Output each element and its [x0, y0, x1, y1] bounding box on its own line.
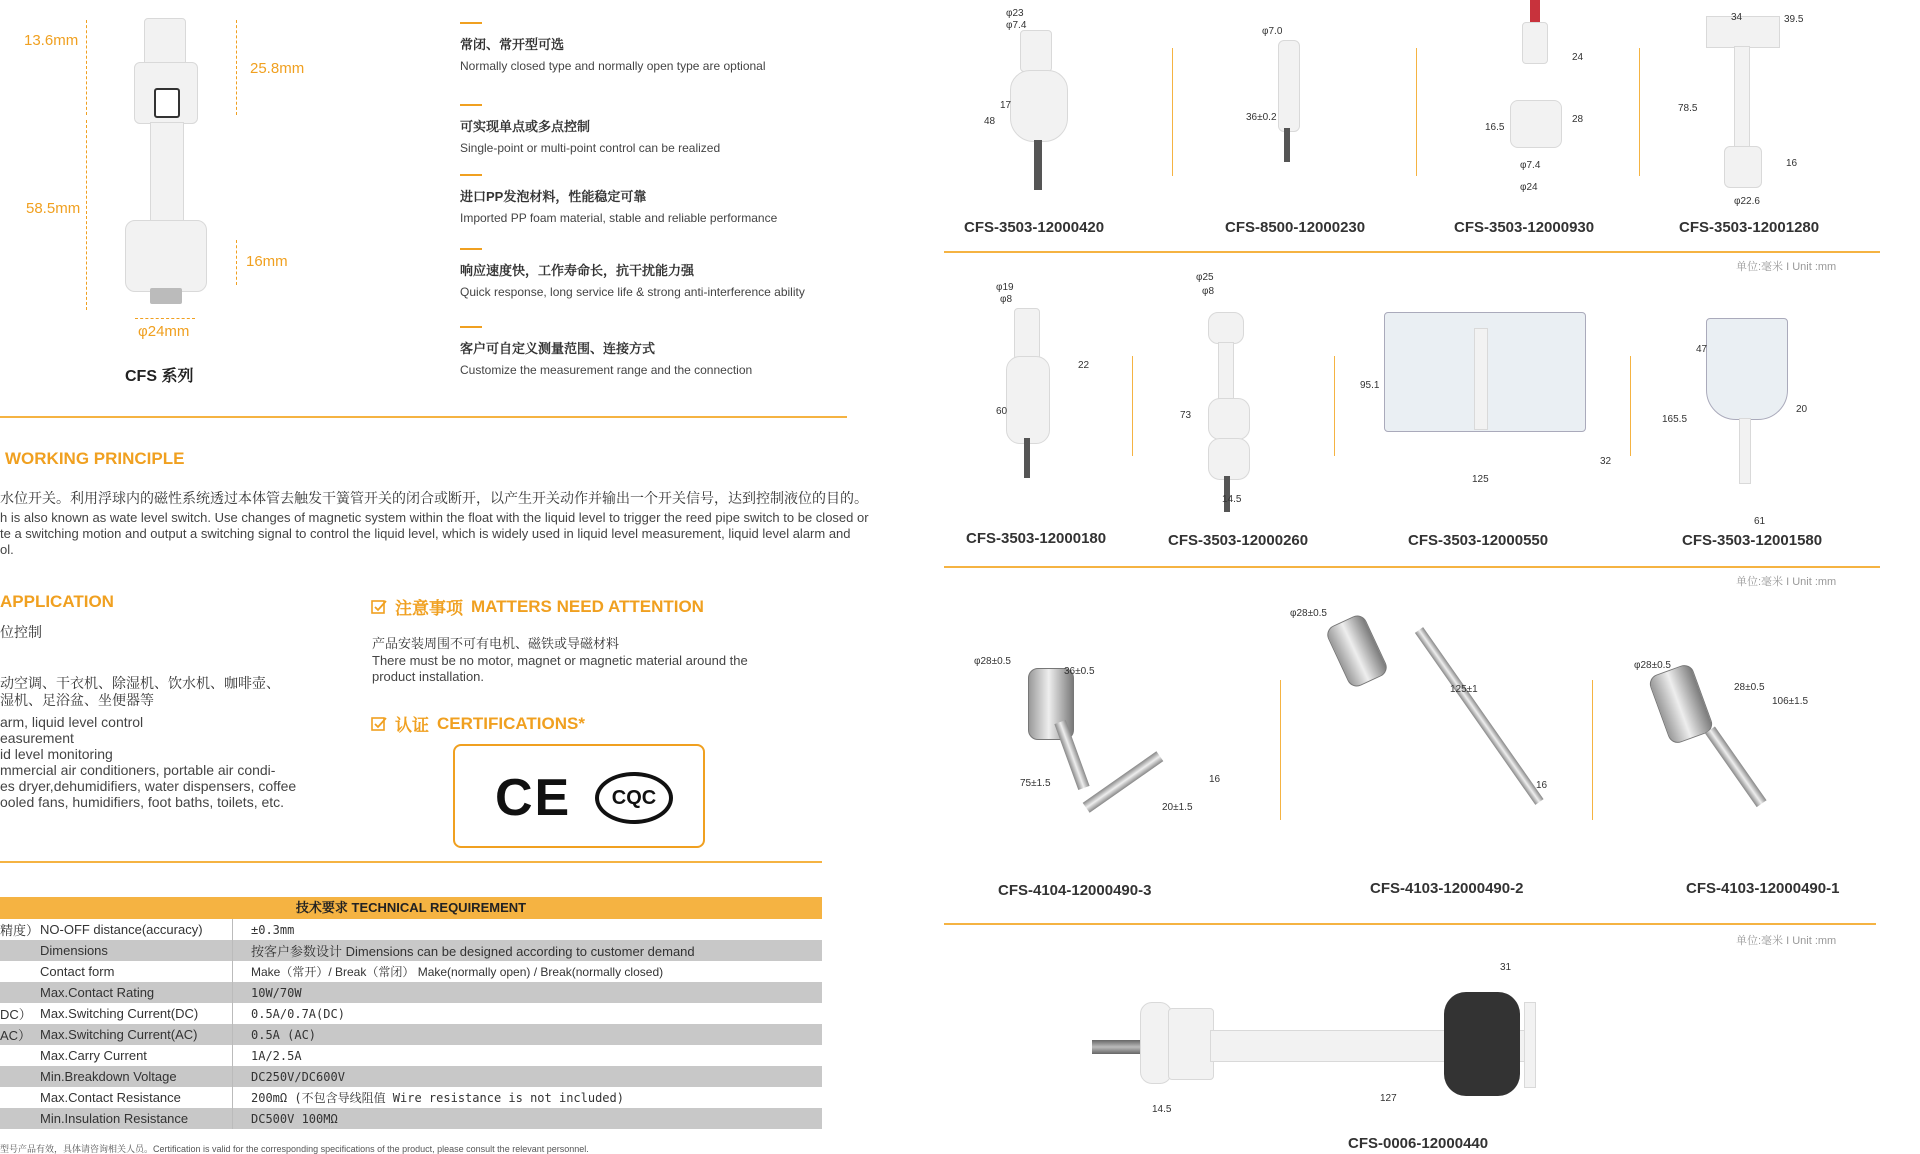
- product-nut: [150, 288, 182, 304]
- dim-line-left-top: [86, 20, 87, 115]
- product-wire: [1024, 438, 1030, 478]
- attention-en: [372, 653, 748, 685]
- dim-label: 75±1.5: [1020, 778, 1051, 789]
- unit-label: 单位:毫米 I Unit :mm: [1736, 576, 1837, 588]
- application-zh-line: 动空调、干衣机、除湿机、饮水机、咖啡壶、: [0, 675, 280, 691]
- product-wire: [1530, 0, 1540, 22]
- dim-line-diameter: [135, 318, 195, 319]
- tech-value: Make（常开）/ Break（常闭） Make(normally open) / Break(normally closed): [233, 961, 823, 982]
- product-float: [1208, 438, 1250, 480]
- dim-label: φ7.4: [1006, 20, 1027, 31]
- product-stem: [1218, 342, 1234, 404]
- product-image: [128, 18, 204, 123]
- table-row: [0, 1108, 822, 1129]
- dim-label: 106±1.5: [1772, 696, 1809, 707]
- application-en-line: ooled fans, humidifiers, foot baths, toilets, etc.: [0, 794, 285, 810]
- unit-label: 单位:毫米 I Unit :mm: [1736, 261, 1837, 273]
- feature-zh: 响应速度快，工作寿命长，抗干扰能力强: [460, 263, 695, 278]
- product-float: [1208, 312, 1244, 344]
- dim-label: 17: [1000, 100, 1012, 111]
- dim-stem: 58.5mm: [26, 200, 81, 217]
- dim-label: 127: [1380, 1093, 1397, 1104]
- series-label: CFS 系列: [125, 368, 194, 385]
- catalog-row-3: [944, 590, 1880, 910]
- part-number: CFS-3503-12000260: [1168, 532, 1309, 549]
- column-divider: [1280, 680, 1281, 820]
- application-zh: [0, 624, 280, 709]
- tech-name: Max.Contact Resistance: [40, 1090, 181, 1105]
- ce-mark: CE: [495, 769, 572, 827]
- dim-line-left-bottom: [86, 120, 87, 310]
- dim-label: 16.5: [1485, 122, 1505, 133]
- dim-label: φ28±0.5: [974, 656, 1011, 667]
- part-number: CFS-0006-12000440: [1348, 1135, 1489, 1152]
- feature-dash: [460, 326, 482, 328]
- dim-label: 36±0.5: [1064, 666, 1095, 677]
- catalog-row-4: [944, 950, 1880, 1154]
- tech-left: AC）: [0, 1028, 32, 1043]
- application-zh-line: 湿机、足浴盆、坐便器等: [0, 692, 154, 708]
- certifications-title-zh: 认证: [395, 716, 429, 735]
- dim-line-right-bottom: [236, 240, 237, 285]
- product-wire: [1034, 140, 1042, 190]
- application-zh-line: 位控制: [0, 624, 42, 640]
- tech-value: 1A/2.5A: [233, 1045, 823, 1066]
- working-principle-en: [0, 510, 869, 558]
- tech-name: Max.Switching Current(AC): [40, 1027, 198, 1042]
- tech-footnote: 型号产品有效，具体请咨询相关人员。Certification is valid for the corresponding specifications of the product, please consult the relevant personnel.: [0, 1144, 589, 1154]
- row-divider: [944, 923, 1876, 925]
- product-image: [1010, 70, 1068, 142]
- tech-value: 10W/70W: [233, 982, 823, 1003]
- product-image: [1524, 1002, 1536, 1088]
- tech-left: [0, 961, 40, 982]
- dim-label: 28±0.5: [1734, 682, 1765, 693]
- table-row: [0, 940, 822, 961]
- tech-name: Max.Contact Rating: [40, 985, 155, 1000]
- dim-label: 16: [1786, 158, 1798, 169]
- dim-label: 165.5: [1662, 414, 1688, 425]
- dim-label: 20±1.5: [1162, 802, 1193, 813]
- tech-value: DC500V 100MΩ: [233, 1108, 823, 1129]
- feature-item: [460, 104, 720, 155]
- tech-left: [0, 1087, 40, 1108]
- section-divider: [0, 861, 822, 863]
- feature-dash: [460, 174, 482, 176]
- part-number: CFS-4104-12000490-3: [998, 882, 1152, 899]
- feature-en: Customize the measurement range and the connection: [460, 363, 753, 377]
- feature-dash: [460, 22, 482, 24]
- product-image: [1522, 22, 1548, 64]
- product-stem: [1474, 328, 1488, 430]
- certifications-box: [453, 744, 705, 848]
- dim-label: 34: [1731, 12, 1743, 23]
- tech-left: [0, 1045, 40, 1066]
- dim-label: 95.1: [1360, 380, 1380, 391]
- part-number: CFS-3503-12000550: [1408, 532, 1549, 549]
- feature-item: [460, 174, 777, 225]
- certifications-header: [371, 711, 585, 736]
- dim-label: φ7.0: [1262, 26, 1283, 37]
- application-title: APPLICATION: [0, 592, 114, 611]
- tech-left: 精度）: [0, 923, 40, 938]
- product-stem: [1734, 46, 1750, 148]
- feature-item: [460, 248, 805, 299]
- table-row: [0, 1003, 822, 1024]
- attention-zh: 产品安装周围不可有电机、磁铁或导磁材料: [372, 636, 620, 651]
- dim-label: 20: [1796, 404, 1808, 415]
- product-stem: [150, 122, 184, 224]
- dim-label: 125: [1472, 474, 1489, 485]
- product-float: [1724, 146, 1762, 188]
- dim-float: 16mm: [246, 253, 288, 270]
- tech-value: 0.5A (AC): [233, 1024, 823, 1045]
- dim-label: φ28±0.5: [1290, 608, 1327, 619]
- dim-label: φ7.4: [1520, 160, 1541, 171]
- application-en-line: mmercial air conditioners, portable air condi-: [0, 762, 276, 778]
- table-row: [0, 961, 822, 982]
- dim-label: φ25: [1196, 272, 1214, 283]
- dim-label: 22: [1078, 360, 1090, 371]
- table-row: [0, 1024, 822, 1045]
- dim-label: 28: [1572, 114, 1584, 125]
- tech-left: [0, 940, 40, 961]
- dim-label: 36±0.2: [1246, 112, 1277, 123]
- column-divider: [1639, 48, 1640, 176]
- checkbox-icon: [371, 599, 387, 615]
- application-en-line: easurement: [0, 730, 74, 746]
- attention-en-line: product installation.: [372, 669, 485, 684]
- product-stem: [1739, 418, 1751, 484]
- working-principle-line: ol.: [0, 542, 14, 557]
- tech-name: Max.Switching Current(DC): [40, 1006, 199, 1021]
- tech-value: 200mΩ (不包含导线阻值 Wire resistance is not included): [233, 1087, 823, 1108]
- dim-label: φ8: [1202, 286, 1215, 297]
- tech-name: Contact form: [40, 964, 115, 979]
- part-number: CFS-3503-12001280: [1679, 219, 1820, 236]
- part-number: CFS-3503-12000180: [966, 530, 1107, 547]
- dim-label: φ8: [1000, 294, 1013, 305]
- feature-en: Normally closed type and normally open type are optional: [460, 59, 766, 73]
- tech-left: [0, 982, 40, 1003]
- checkbox-icon: [371, 716, 387, 732]
- part-number: CFS-4103-12000490-2: [1370, 880, 1524, 897]
- tech-left: DC）: [0, 1007, 32, 1022]
- tech-table-body: [0, 919, 822, 1129]
- dim-label: 125±1: [1450, 684, 1478, 695]
- feature-item: [460, 326, 752, 377]
- dim-label: 14.5: [1152, 1104, 1172, 1115]
- catalog-row-2: [944, 268, 1880, 568]
- column-divider: [1416, 48, 1417, 176]
- dim-label: 47: [1696, 344, 1708, 355]
- attention-en-line: There must be no motor, magnet or magnetic material around the: [372, 653, 748, 668]
- attention-title-zh: 注意事项: [395, 599, 463, 618]
- column-divider: [1592, 680, 1593, 820]
- tech-value: 按客户参数设计 Dimensions can be designed according to customer demand: [233, 940, 823, 961]
- table-row: [0, 982, 822, 1003]
- dim-label: 61: [1754, 516, 1766, 527]
- product-stem: [1415, 627, 1544, 805]
- part-number: CFS-3503-12000930: [1454, 219, 1595, 236]
- product-float: [1208, 398, 1250, 440]
- feature-dash: [460, 248, 482, 250]
- application-en: [0, 714, 296, 810]
- table-row: [0, 1066, 822, 1087]
- catalog-row-1: [944, 0, 1880, 260]
- tech-value: 0.5A/0.7A(DC): [233, 1003, 823, 1024]
- feature-en: Quick response, long service life & strong anti-interference ability: [460, 285, 805, 299]
- working-principle-line: te a switching motion and output a switching signal to control the liquid level, which is widely used in liquid level measurement, liquid level alarm and: [0, 526, 851, 541]
- certifications-title-en: CERTIFICATIONS*: [437, 713, 585, 733]
- tech-left: [0, 1108, 40, 1129]
- dim-diameter: φ24mm: [138, 323, 190, 340]
- application-en-line: id level monitoring: [0, 746, 113, 762]
- product-float: [1006, 356, 1050, 444]
- dim-line-right-top: [236, 20, 237, 115]
- column-divider: [1630, 356, 1631, 456]
- part-number: CFS-3503-12000420: [964, 219, 1105, 236]
- dim-label: 16: [1209, 774, 1221, 785]
- product-image: [1020, 30, 1052, 72]
- working-principle-title: WORKING PRINCIPLE: [5, 449, 185, 468]
- row-divider: [944, 251, 1880, 253]
- dim-label: 60: [996, 406, 1008, 417]
- dim-label: 48: [984, 116, 996, 127]
- dim-head: 25.8mm: [250, 60, 305, 77]
- tech-left: [0, 1066, 40, 1087]
- tech-table-header: 技术要求 TECHNICAL REQUIREMENT: [0, 897, 822, 919]
- tech-name: Min.Insulation Resistance: [40, 1111, 189, 1126]
- dim-label: φ19: [996, 282, 1014, 293]
- feature-en: Single-point or multi-point control can be realized: [460, 141, 721, 155]
- dim-label: φ24: [1520, 182, 1538, 193]
- product-image: [1706, 318, 1788, 420]
- product-wire: [1284, 128, 1290, 162]
- product-wire: [1092, 1040, 1142, 1054]
- tech-value: DC250V/DC600V: [233, 1066, 823, 1087]
- attention-title-en: MATTERS NEED ATTENTION: [471, 596, 704, 616]
- product-image: [1168, 1008, 1214, 1080]
- part-number: CFS-4103-12000490-1: [1686, 880, 1840, 897]
- application-en-line: es dryer,dehumidifiers, water dispensers, coffee: [0, 778, 297, 794]
- dim-label: 24: [1572, 52, 1584, 63]
- dim-label: φ22.6: [1734, 196, 1760, 207]
- tech-name: Min.Breakdown Voltage: [40, 1069, 177, 1084]
- feature-zh: 进口PP发泡材料，性能稳定可靠: [460, 189, 647, 204]
- product-float: [125, 220, 207, 292]
- table-row: [0, 1045, 822, 1066]
- feature-dash: [460, 104, 482, 106]
- dim-label: φ28±0.5: [1634, 660, 1671, 671]
- tech-table: [0, 897, 822, 1129]
- part-number: CFS-8500-12000230: [1225, 219, 1366, 236]
- unit-label: 单位:毫米 I Unit :mm: [1736, 935, 1837, 947]
- table-row: [0, 919, 822, 940]
- dim-label: 78.5: [1678, 103, 1698, 114]
- working-principle-zh: 水位开关。利用浮球内的磁性系统透过本体管去触发干簧管开关的闭合或断开，以产生开关动作并输出一个开关信号，达到控制液位的目的。: [0, 490, 868, 506]
- table-row: [0, 1087, 822, 1108]
- dim-label: 16: [1536, 780, 1548, 791]
- dim-label: 32: [1600, 456, 1612, 467]
- column-divider: [1132, 356, 1133, 456]
- section-divider: [0, 416, 847, 418]
- dim-label: 31: [1500, 962, 1512, 973]
- tech-name: Dimensions: [40, 943, 108, 958]
- product-stem: [1083, 751, 1164, 812]
- dim-label: 14.5: [1222, 494, 1242, 505]
- feature-zh: 常闭、常开型可选: [460, 37, 565, 52]
- product-stem: [1705, 727, 1766, 808]
- working-principle-line: h is also known as wate level switch. Use changes of magnetic system within the float with the liquid level to trigger the reed pipe switch to be closed or: [0, 510, 869, 525]
- product-image: [1706, 16, 1780, 48]
- product-float: [1444, 992, 1520, 1096]
- dim-label: 73: [1180, 410, 1192, 421]
- cqc-mark: CQC: [595, 772, 673, 824]
- product-image: [1278, 40, 1300, 132]
- product-float: [1324, 612, 1390, 690]
- dim-label: φ23: [1006, 8, 1024, 19]
- column-divider: [1334, 356, 1335, 456]
- tech-name: NO-OFF distance(accuracy): [40, 922, 203, 937]
- feature-zh: 可实现单点或多点控制: [460, 119, 591, 134]
- tech-value: ±0.3mm: [233, 919, 823, 940]
- feature-en: Imported PP foam material, stable and reliable performance: [460, 211, 778, 225]
- tech-name: Max.Carry Current: [40, 1048, 147, 1063]
- dim-top: 13.6mm: [24, 32, 79, 49]
- column-divider: [1172, 48, 1173, 176]
- application-en-line: arm, liquid level control: [0, 714, 144, 730]
- row-divider: [944, 566, 1880, 568]
- feature-item: [460, 22, 766, 73]
- product-image: [1014, 308, 1040, 360]
- attention-header: [371, 594, 704, 619]
- part-number: CFS-3503-12001580: [1682, 532, 1823, 549]
- feature-zh: 客户可自定义测量范围、连接方式: [460, 341, 656, 356]
- product-float: [1510, 100, 1562, 148]
- dim-label: 39.5: [1784, 14, 1804, 25]
